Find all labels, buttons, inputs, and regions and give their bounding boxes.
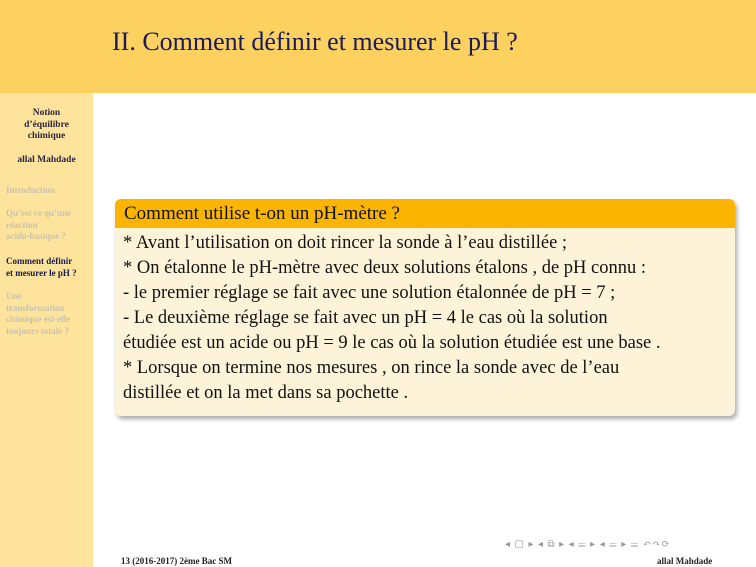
sidebar-header-block [0, 0, 93, 93]
nav-item-reaction-acido-basique[interactable] [6, 208, 90, 243]
doc-title-line: d’équilibre [24, 119, 69, 130]
block-title: Comment utilise t-on un pH-mètre ? [115, 199, 735, 228]
sidebar-author: allal Mahdade [17, 155, 76, 165]
footer-page-info: 13 (2016-2017) 2ème Bac SM [121, 556, 232, 566]
block-line: * Avant l’utilisation on doit rincer la sonde à l’eau distillée ; [123, 233, 568, 253]
block-line: - Le deuxième réglage se fait avec un pH = 4 le cas où la solution [123, 308, 608, 328]
nav-item-mesurer-ph[interactable] [6, 256, 90, 279]
beamer-navigation-icons[interactable]: ◂ ▢ ▸ ◂ ⧉ ▸ ◂ ☰ ▸ ◂ ☰ ▸ ☰ ↶↷⟳ [505, 539, 671, 550]
block-line: * On étalonne le pH-mètre avec deux solutions étalons , de pH connu : [123, 258, 646, 278]
nav-item-label: toujours totale ? [6, 325, 69, 336]
nav-item-label: et mesurer le pH ? [6, 267, 77, 278]
nav-item-label: chimique est-elle [6, 314, 71, 324]
slide-header [93, 0, 756, 93]
nav-item-label: transformation [6, 302, 65, 313]
block-line: étudiée est un acide ou pH = 9 le cas où la solution étudiée est une base . [123, 333, 661, 353]
nav-item-label: acido-basique ? [6, 231, 66, 241]
doc-title-line: Notion [32, 108, 61, 118]
doc-title-line: chimique [27, 131, 66, 141]
footer-author: allal Mahdade [657, 556, 713, 566]
block-body [115, 228, 735, 406]
nav-item-label: Qu’est ce qu’une [6, 208, 71, 218]
sidebar-doc-title [0, 108, 93, 143]
content-block [115, 199, 735, 416]
block-line: - le premier réglage se fait avec une solution étalonnée de pH = 7 ; [123, 283, 616, 303]
nav-item-label: Comment définir [6, 256, 73, 266]
nav-item-label: Une [6, 291, 22, 301]
block-line: * Lorsque on termine nos mesures , on rince la sonde avec de l’eau [123, 358, 620, 378]
slide-title: II. Comment définir et mesurer le pH ? [112, 27, 518, 56]
nav-item-label: Introduction [6, 185, 55, 195]
nav-item-label: réaction [6, 219, 38, 230]
block-line: distillée et on la met dans sa pochette . [123, 383, 409, 403]
nav-item-introduction[interactable] [6, 185, 90, 197]
nav-item-transformation-totale[interactable] [6, 291, 90, 337]
